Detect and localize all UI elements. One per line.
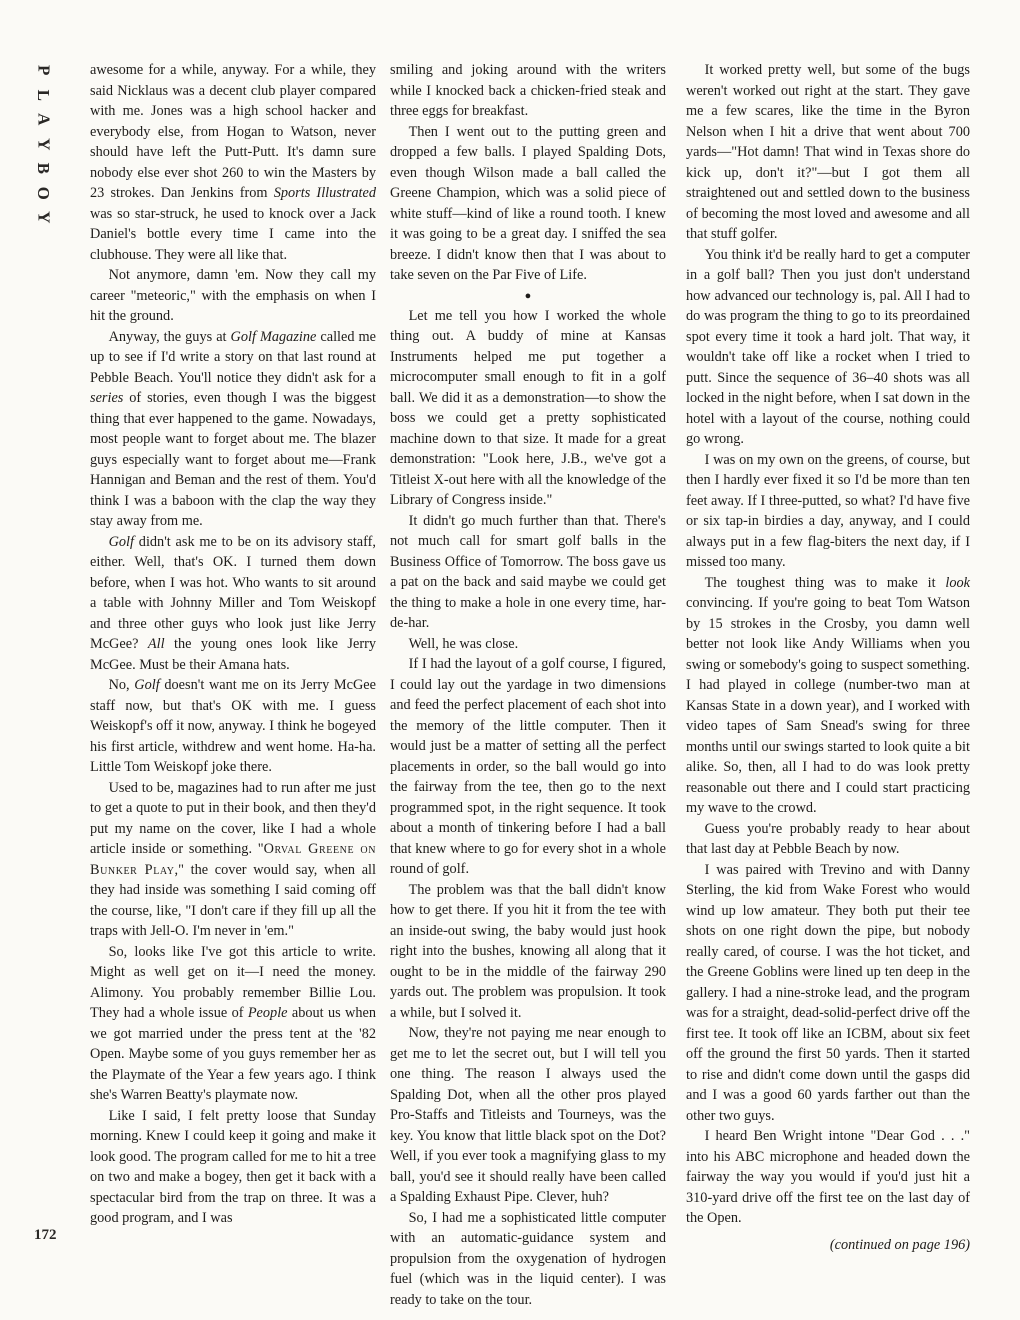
paragraph: So, looks like I've got this article to write. Might as well get on it—I need the money. Alimony. You probably remember Billie Lou. They had a whole issue of People about us when we got married under the press tent at the '82 Open. Maybe some of you guys remember her as the Playmate of the Year a few years ago. I think she's Warren Beatty's playmate now.: [90, 943, 376, 1103]
paragraph: If I had the layout of a golf course, I figured, I could lay out the yardage in two dimensions and feed the perfect placement of each shot into the memory of the little computer. Then it would just be a matter of setting all the perfect placements in order, so the ball would go into the fairway from the tee, then go to the next programmed spot, in the right sequence. It took about a month of tinkering before I had a ball that knew where to go for every shot in a whole round of golf.: [390, 656, 666, 877]
paragraph: smiling and joking around with the writers while I knocked back a chicken-fried steak and three eggs for breakfast.: [390, 62, 666, 119]
side-letter: P: [34, 65, 54, 76]
side-letter: O: [34, 186, 54, 200]
column-1: [90, 60, 376, 1229]
paragraph: The toughest thing was to make it look convincing. If you're going to beat Tom Watson by 15 strokes in the Crosby, you damn well better not look like Andy Williams when you swing or somebody's going to suspect something. I had played in college (number-two man at Kansas State in a down year), and I worked with video tapes of Sam Snead's swing for three months until our swings started to look quite a bit alike. So, then, all I had to do was look pretty reasonable out there and I could start practicing my wave to the crowd.: [686, 574, 970, 816]
paragraph: No, Golf doesn't want me on its Jerry McGee staff now, but that's OK with me. I guess Weiskopf's off it now, anyway. I think he bogeyed his first article, withdrew and went home. Ha-ha. Little Tom Weiskopf joke there.: [90, 677, 376, 775]
paragraph: awesome for a while, anyway. For a while, they said Nicklaus was a decent club player compared with me. Jones was a high school hacker and everybody else, from Hogan to Watson, never should have left the Putt-Putt. It's damn sure nobody else ever shot 260 to win the Masters by 23 strokes. Dan Jenkins from Sports Illustrated was so star-struck, he used to knock over a Jack Daniel's bottle every time I came into the clubhouse. They were all like that.: [90, 62, 376, 263]
paragraph: I heard Ben Wright intone "Dear God . . ." into his ABC microphone and headed down the fairway the way you would if you'd just hit a 310-yard drive off the first tee on the last day of the Open.: [686, 1128, 970, 1226]
paragraph: It worked pretty well, but some of the bugs weren't worked out right at the start. They gave me a few scares, like the time in the Byron Nelson when I hit a drive that went about 700 yards—"Hot damn! That wind in Texas shore do kick up, don't it?"—but I got them all straightened out and settled down to the business of becoming the most loved and awesome and all that stuff golfer.: [686, 62, 970, 242]
side-letter: Y: [34, 211, 54, 224]
side-letter: Y: [34, 137, 54, 150]
paragraph: Guess you're probably ready to hear about that last day at Pebble Beach by now.: [686, 820, 970, 857]
paragraph: The problem was that the ball didn't know how to get there. If you hit it from the tee with an inside-out swing, the baby would just hook right into the bushes, knowing all along that it ought to be in the middle of the fairway 290 yards out. The problem was propulsion. It took a while, but I solved it.: [390, 881, 666, 1021]
paragraph: Like I said, I felt pretty loose that Sunday morning. Knew I could keep it going and make it look good. The program called for me to hit a tree on two and make a bogey, then get it back with a spectacular bird from the trap on three. It was a good program, and I was: [90, 1107, 376, 1226]
continued-note: (continued on page 196): [829, 1236, 970, 1253]
section-bullet: ●: [524, 289, 532, 302]
paragraph: Used to be, magazines had to run after me just to get a quote to put in their book, and then they'd put my name on the cover, like I had a whole article inside or something. "Orval Greene on Bunker Play," the cover would say, when all they had inside was something I said coming off the course, like, "I don't care if they fill up all the traps with Jell-O. I'm never in 'em.": [90, 779, 376, 939]
paragraph: Then I went out to the putting green and dropped a few balls. I played Spalding Dots, even though Wilson made a ball called the Greene Champion, which was a solid piece of white stuff—kind of like a round tooth. I knew it was going to be a great day. I sniffed the sea breeze. I didn't know then that I was about to take seven on the Par Five of Life.: [390, 123, 666, 283]
paragraph: It didn't go much further than that. There's not much call for smart golf balls in the Business Office of Tomorrow. The boss gave us a pat on the back and said maybe we could get the thing to make a hole in one every time, har-de-har.: [390, 512, 666, 631]
magazine-side-title: [28, 58, 58, 230]
paragraph: Let me tell you how I worked the whole thing out. A buddy of mine at Kansas Instruments helped me put together a microcomputer small enough to fit in a golf ball. We did it as a demonstration—to show the boss we could get a pretty sophisticated machine down to that size. It made for a great demonstration: "Look here, J.B., we've got a Titleist X-out here with all the knowledge of the Library of Congress inside.": [390, 307, 666, 508]
side-letter: B: [34, 162, 54, 174]
side-letter: L: [34, 89, 54, 101]
paragraph: Not anymore, damn 'em. Now they call my career "meteoric," with the emphasis on when I hit the ground.: [90, 267, 376, 324]
paragraph: You think it'd be really hard to get a computer in a golf ball? Then you just don't understand how advanced our technology is, pal. All I had to do was program the thing to go to its preordained spot every time it took a hard jolt. That way, it wouldn't take off like a rocket when I tried to putt. Since the sequence of 36–40 shots was all locked in the night before, when I sat down in the hotel with a layout of the course, nothing could go wrong.: [686, 246, 970, 447]
paragraph: So, I had me a sophisticated little computer with an automatic-guidance system and propulsion from the oxygenation of hydrogen fuel (which was in the liquid center). I was ready to take on the tour.: [390, 1209, 666, 1308]
page-number: 172: [34, 1227, 57, 1243]
paragraph: Well, he was close.: [408, 635, 519, 652]
paragraph: I was on my own on the greens, of course, but then I hardly ever fixed it so I'd be more than ten feet away. If I three-putted, so what? I'd have five or six tap-in birdies a day, anyway, and I could always put in a few flag-biters the next day, if I missed too many.: [686, 451, 970, 570]
paragraph: Golf didn't ask me to be on its advisory staff, either. Well, that's OK. I turned them down before, when I was hot. Who wants to sit around a table with Johnny Miller and Tom Weiskopf and three other guys who look just like Jerry McGee? All the young ones look like Jerry McGee. Must be their Amana hats.: [90, 533, 376, 673]
paragraph: Anyway, the guys at Golf Magazine called me up to see if I'd write a story on that last round at Pebble Beach. You'll notice they didn't ask for a series of stories, even though I was the biggest thing that ever happened to the game. Nowadays, most people want to forget about me. The blazer guys especially want to forget about me—Frank Hannigan and Beman and the rest of them. You'd think I was a baboon with the clap the way they stay away from me.: [90, 328, 376, 529]
side-letter: A: [34, 113, 54, 126]
column-2: [390, 60, 666, 1310]
paragraph: I was paired with Trevino and with Danny Sterling, the kid from Wake Forest who would wind up low amateur. They both put their tee shots on one right down the pipe, but nobody really cared, of course. I was the hot ticket, and the Greene Goblins were lined up ten deep in the gallery. I had a nine-stroke lead, and the program was for a straight, dead-solid-perfect drive off the first tee. It took off like an ICBM, about six feet off the ground the first 50 yards. Then it started to rise and didn't come down until the gasps did and I was a good 60 yards farther out than the other two guys.: [686, 861, 970, 1124]
paragraph: Now, they're not paying me near enough to get me to let the secret out, but I will tell you one thing. The reason I always used the Spalding Dot, when all the other pros played Pro-Staffs and Titleists and Tourneys, was the key. You know that little black spot on the Dot? Well, if you ever took a magnifying glass to my ball, you'd see it should really have been called a Spalding Exhaust Pipe. Clever, huh?: [390, 1025, 666, 1205]
column-3: [686, 60, 970, 1255]
